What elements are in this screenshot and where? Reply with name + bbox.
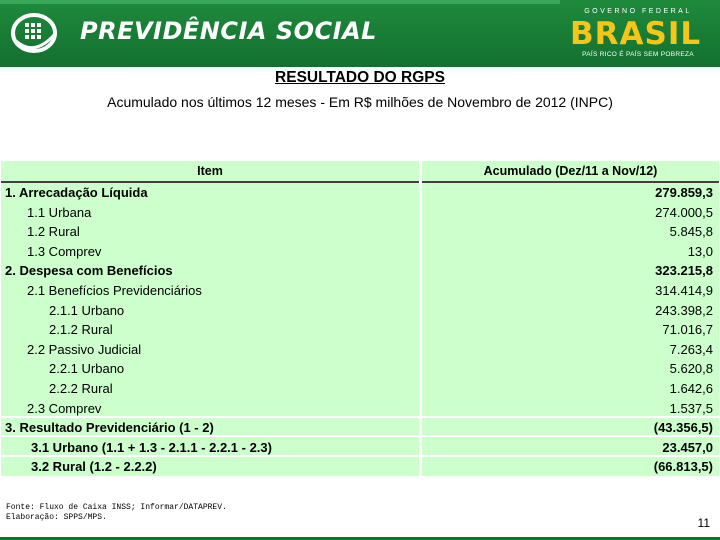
slide-title [0, 69, 720, 87]
banner-highlight [0, 0, 560, 4]
row-label: 3. Resultado Previdenciário (1 - 2) [5, 420, 214, 436]
row-value: 71.016,7 [662, 322, 713, 338]
row-value: 323.215,8 [655, 263, 713, 279]
brand-title: PREVIDÊNCIA SOCIAL [80, 17, 377, 45]
footer-credit: Elaboração: SPPS/MPS. [6, 513, 107, 522]
row-value: (43.356,5) [653, 420, 713, 436]
row-label: 1.3 Comprev [27, 243, 102, 259]
slide-subtitle: Acumulado nos últimos 12 meses - Em R$ milhões de Novembro de 2012 (INPC) [107, 94, 613, 110]
row-label: 2.1 Benefícios Previdenciários [27, 283, 202, 298]
header-value: Acumulado (Dez/11 a Nov/12) [483, 164, 658, 178]
row-label: 3.1 Urbano (1.1 + 1.3 - 2.1.1 - 2.2.1 - 2.3) [31, 439, 272, 455]
row-label: 2.1.2 Rural [49, 322, 113, 338]
row-value: 314.414,9 [655, 283, 713, 298]
header-banner [0, 0, 720, 67]
row-label: 1.1 Urbana [27, 204, 92, 220]
row-value: 1.642,6 [669, 381, 713, 396]
row-value: 5.620,8 [669, 361, 713, 377]
table-row [1, 457, 719, 477]
table-row [1, 261, 719, 281]
row-value: 23.457,0 [662, 439, 713, 455]
row-value: 243.398,2 [655, 302, 713, 318]
table-row [1, 222, 719, 242]
gov-slogan: PAÍS RICO É PAÍS SEM POBREZA [582, 51, 694, 58]
header-item: Item [197, 164, 223, 178]
row-value: 7.263,4 [669, 341, 713, 357]
footer-source: Fonte: Fluxo de Caixa INSS; Informar/DATAPREV. [6, 503, 227, 512]
row-label: 1. Arrecadação Líquida [5, 185, 148, 200]
row-label: 2.2 Passivo Judicial [27, 341, 142, 357]
slide-title-text: RESULTADO DO RGPS [275, 69, 445, 86]
row-label: 2.1.1 Urbano [49, 302, 125, 318]
footer-notes [6, 503, 227, 523]
row-value: 279.859,3 [655, 185, 713, 200]
table-row [1, 301, 719, 321]
row-label: 3.2 Rural (1.2 - 2.2.2) [31, 459, 157, 475]
table-row [1, 418, 719, 438]
row-value: 274.000,5 [655, 204, 713, 220]
gov-brasil-word: BRASIL [570, 16, 702, 52]
previdencia-logo-icon [10, 11, 58, 55]
governo-federal-logo [562, 6, 714, 62]
row-value: (66.813,5) [653, 459, 713, 475]
rgps-table [1, 161, 719, 476]
row-label: 1.2 Rural [27, 224, 80, 240]
row-label: 2. Despesa com Benefícios [5, 263, 173, 279]
table-row [1, 242, 719, 262]
table-row [1, 281, 719, 301]
table-row [1, 183, 719, 203]
row-value: 1.537,5 [669, 400, 713, 416]
row-label: 2.2.1 Urbano [49, 361, 125, 377]
gov-top-text: GOVERNO FEDERAL [584, 8, 692, 15]
table-row [1, 438, 719, 458]
page-number: 11 [697, 516, 710, 530]
table-row [1, 320, 719, 340]
row-label: 2.3 Comprev [27, 400, 102, 416]
table-row [1, 399, 719, 419]
table-row [1, 359, 719, 379]
table-row [1, 379, 719, 399]
row-value: 13,0 [687, 243, 713, 259]
row-value: 5.845,8 [669, 224, 713, 240]
table-row [1, 203, 719, 223]
table-row [1, 340, 719, 360]
row-label: 2.2.2 Rural [49, 381, 113, 396]
